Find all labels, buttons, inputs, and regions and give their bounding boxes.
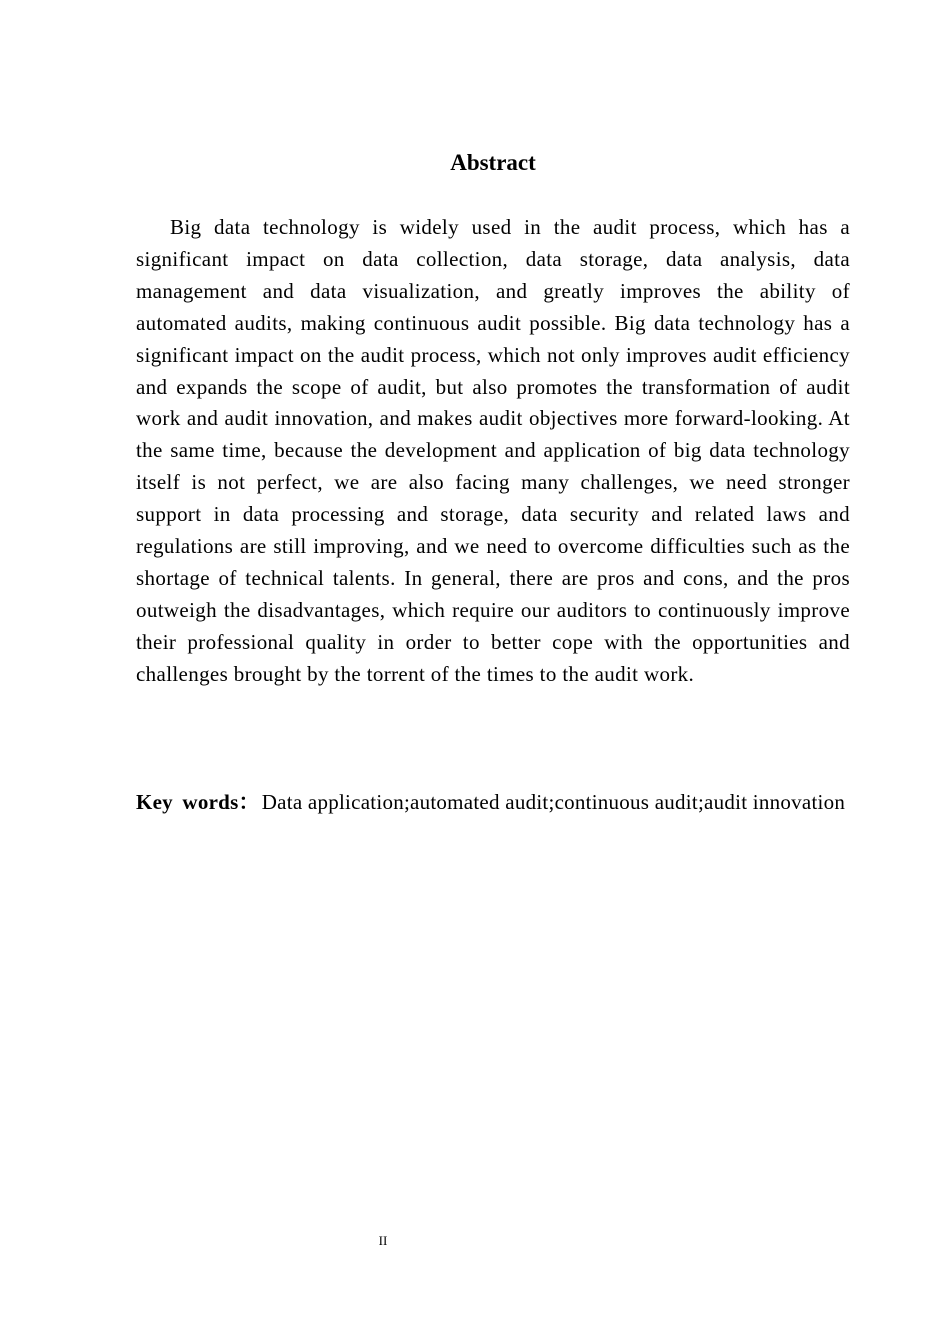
keywords-label: Key words： [136,790,260,814]
abstract-title: Abstract [450,150,536,175]
keywords-line [136,787,850,818]
page-number: II [378,1233,388,1248]
abstract-body: Big data technology is widely used in the audit process, which has a significant impact on data collection, data storage, data analysis, data management and data visualization, and greatly improves the ability of automated audits, making continuous audit possible. Big data technology has a significant impact on the audit process, which not only improves audit efficiency and expands the scope of audit, but also promotes the transformation of audit work and audit innovation, and makes audit objectives more forward-looking. At the same time, because the development and application of big data technology itself is not perfect, we are also facing many challenges, we need stronger support in data processing and storage, data security and related laws and regulations are still improving, and we need to overcome difficulties such as the shortage of technical talents. In general, there are pros and cons, and the pros outweigh the disadvantages, which require our auditors to continuously improve their professional quality in order to better cope with the opportunities and challenges brought by the torrent of the times to the audit work. [136,215,850,686]
keywords-text: Data application;automated audit;continuous audit;audit innovation [261,790,846,814]
